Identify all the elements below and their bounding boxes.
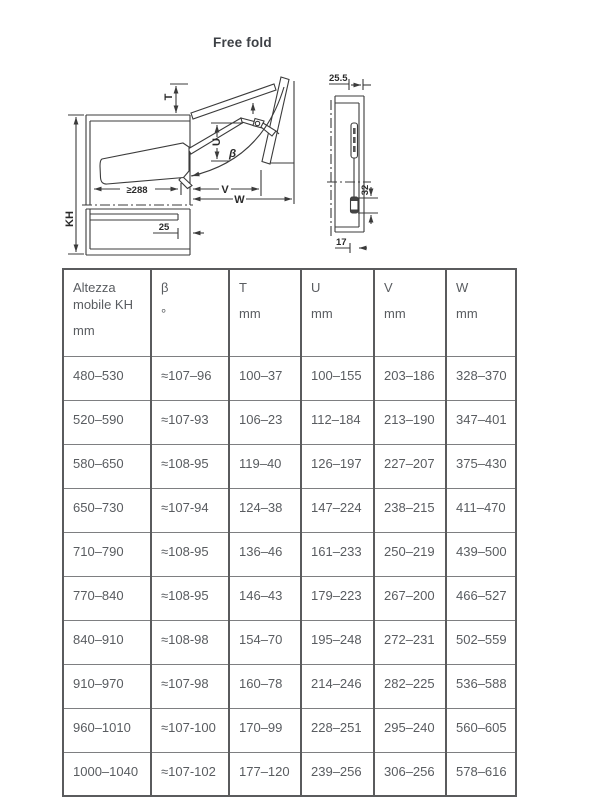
cell-t: 124–38	[229, 488, 301, 532]
cell-u: 126–197	[301, 444, 374, 488]
cell-w: 466–527	[446, 576, 516, 620]
spec-table-body	[63, 356, 516, 796]
page-title: Free fold	[213, 35, 272, 50]
cell-beta: ≈107-98	[151, 664, 229, 708]
column-label: W	[456, 280, 469, 295]
cell-u: 100–155	[301, 356, 374, 400]
table-row	[63, 664, 516, 708]
cell-v: 272–231	[374, 620, 446, 664]
cell-w: 578–616	[446, 752, 516, 796]
cell-w: 536–588	[446, 664, 516, 708]
cell-kh: 1000–1040	[63, 752, 151, 796]
cell-v: 282–225	[374, 664, 446, 708]
table-row	[63, 356, 516, 400]
cell-w: 439–500	[446, 532, 516, 576]
u-dimension-label: U	[211, 138, 223, 146]
table-row	[63, 708, 516, 752]
bracket-dimension-label: 32	[360, 184, 371, 196]
column-header-beta	[151, 269, 229, 356]
cell-u: 161–233	[301, 532, 374, 576]
cell-beta: ≈108-95	[151, 532, 229, 576]
w-dimension-label: W	[234, 194, 245, 206]
cell-beta: ≈107-94	[151, 488, 229, 532]
lift-mechanism-housing	[100, 143, 189, 184]
cell-beta: ≈108-98	[151, 620, 229, 664]
cell-u: 214–246	[301, 664, 374, 708]
shelf-offset-label: 25	[158, 222, 170, 233]
cell-v: 267–200	[374, 576, 446, 620]
min-width-label: ≥288	[126, 185, 148, 196]
cell-kh: 520–590	[63, 400, 151, 444]
cell-v: 250–219	[374, 532, 446, 576]
cell-beta: ≈108-95	[151, 444, 229, 488]
v-dimension-label: V	[221, 184, 229, 196]
cell-v: 306–256	[374, 752, 446, 796]
cell-u: 179–223	[301, 576, 374, 620]
bottom-dimension-label: 17	[336, 237, 347, 248]
cell-t: 146–43	[229, 576, 301, 620]
cell-kh: 710–790	[63, 532, 151, 576]
right-section-view	[327, 79, 378, 253]
column-label: V	[384, 280, 393, 295]
column-label: U	[311, 280, 321, 295]
cell-u: 112–184	[301, 400, 374, 444]
cell-t: 106–23	[229, 400, 301, 444]
cell-beta: ≈107–96	[151, 356, 229, 400]
column-unit: mm	[384, 306, 406, 321]
t-dimension-label: T	[163, 93, 175, 101]
cell-beta: ≈108-95	[151, 576, 229, 620]
table-row	[63, 488, 516, 532]
column-header-w	[446, 269, 516, 356]
table-row	[63, 444, 516, 488]
cell-v: 213–190	[374, 400, 446, 444]
cell-v: 238–215	[374, 488, 446, 532]
left-side-view	[68, 77, 294, 255]
cell-w: 375–430	[446, 444, 516, 488]
cell-w: 347–401	[446, 400, 516, 444]
column-label: β	[161, 280, 169, 295]
cell-kh: 910–970	[63, 664, 151, 708]
cell-v: 295–240	[374, 708, 446, 752]
column-label: Altezza mobile KH	[73, 280, 133, 312]
column-header-v	[374, 269, 446, 356]
column-header-kh	[63, 269, 151, 356]
column-unit: mm	[311, 306, 333, 321]
cell-t: 170–99	[229, 708, 301, 752]
cell-v: 227–207	[374, 444, 446, 488]
cell-u: 147–224	[301, 488, 374, 532]
cell-t: 136–46	[229, 532, 301, 576]
column-unit: mm	[239, 306, 261, 321]
column-unit: mm	[456, 306, 478, 321]
beta-angle-label: β	[229, 148, 237, 160]
cell-u: 195–248	[301, 620, 374, 664]
column-label: T	[239, 280, 247, 295]
cell-kh: 840–910	[63, 620, 151, 664]
table-row	[63, 532, 516, 576]
cell-t: 177–120	[229, 752, 301, 796]
cell-u: 228–251	[301, 708, 374, 752]
cell-w: 560–605	[446, 708, 516, 752]
kh-dimension-label: KH	[64, 211, 76, 227]
cell-u: 239–256	[301, 752, 374, 796]
column-unit: °	[161, 306, 167, 321]
depth-dimension-label: 25.5	[329, 73, 348, 84]
column-header-t	[229, 269, 301, 356]
table-row	[63, 620, 516, 664]
header-row	[63, 269, 516, 356]
upper-flap-panel	[191, 84, 276, 119]
cell-t: 100–37	[229, 356, 301, 400]
cell-beta: ≈107-100	[151, 708, 229, 752]
cell-w: 328–370	[446, 356, 516, 400]
table-row	[63, 576, 516, 620]
column-header-u	[301, 269, 374, 356]
cell-t: 154–70	[229, 620, 301, 664]
column-unit: mm	[73, 323, 95, 338]
table-row	[63, 400, 516, 444]
spec-table	[62, 268, 517, 797]
cell-w: 502–559	[446, 620, 516, 664]
technical-diagram	[0, 0, 600, 266]
cell-beta: ≈107-102	[151, 752, 229, 796]
cell-beta: ≈107-93	[151, 400, 229, 444]
cell-t: 119–40	[229, 444, 301, 488]
cell-kh: 770–840	[63, 576, 151, 620]
cell-kh: 580–650	[63, 444, 151, 488]
cell-t: 160–78	[229, 664, 301, 708]
cell-kh: 960–1010	[63, 708, 151, 752]
table-row	[63, 752, 516, 796]
cell-kh: 650–730	[63, 488, 151, 532]
cell-kh: 480–530	[63, 356, 151, 400]
cell-v: 203–186	[374, 356, 446, 400]
cell-w: 411–470	[446, 488, 516, 532]
